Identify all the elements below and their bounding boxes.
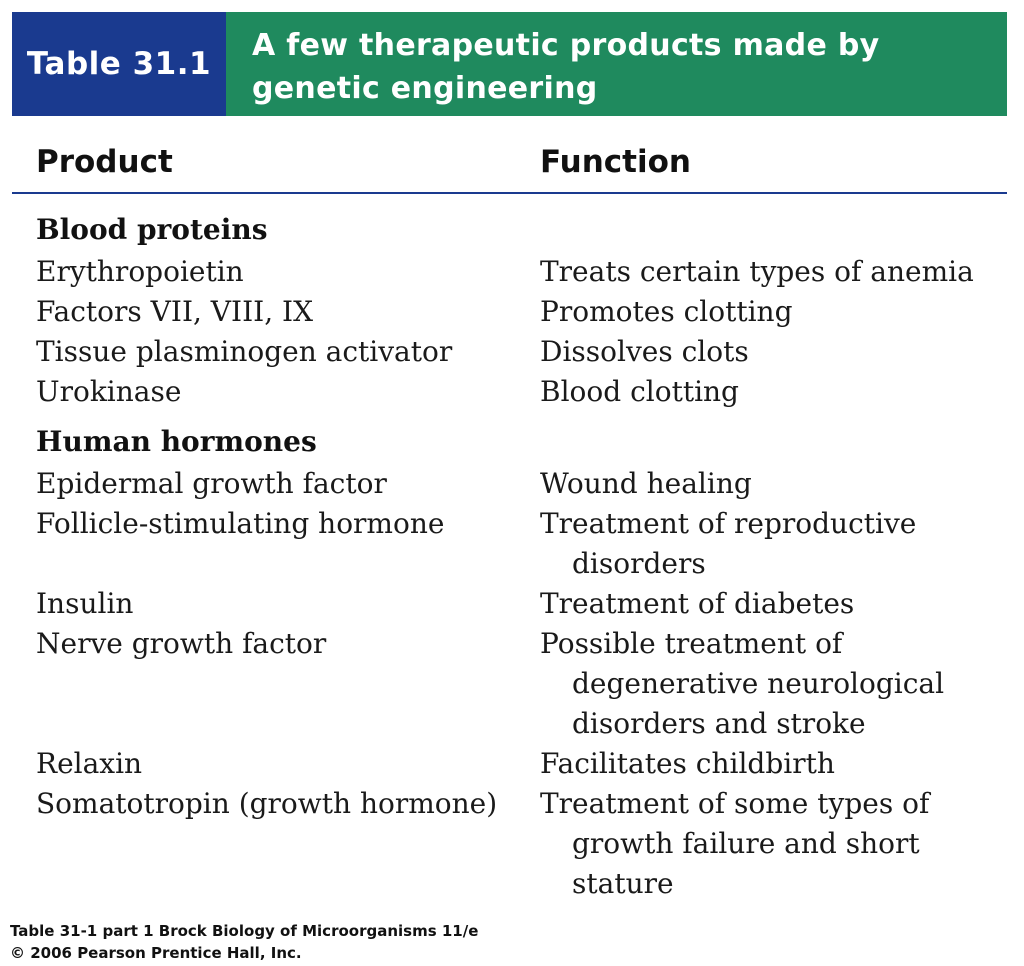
table-row xyxy=(36,292,996,332)
function-cell xyxy=(540,332,996,372)
function-cell xyxy=(540,784,996,904)
function-line: disorders xyxy=(572,547,706,580)
group-heading: Human hormones xyxy=(36,425,317,458)
table-row xyxy=(36,252,996,292)
credit-line-2: © 2006 Pearson Prentice Hall, Inc. xyxy=(10,944,302,962)
function-cell xyxy=(540,292,996,332)
table-banner xyxy=(12,12,1007,116)
function-line: Dissolves clots xyxy=(540,335,749,368)
column-header-product: Product xyxy=(36,144,173,180)
product-cell: Relaxin xyxy=(36,747,143,780)
function-line: Treats certain types of anemia xyxy=(540,255,974,288)
table-row xyxy=(36,464,996,504)
table-title-line-2: genetic engineering xyxy=(252,71,598,106)
function-cell xyxy=(540,252,996,292)
function-line: Treatment of reproductive xyxy=(540,507,917,540)
function-line: Possible treatment of xyxy=(540,627,843,660)
function-line: Treatment of diabetes xyxy=(540,587,855,620)
table-title xyxy=(226,12,1007,116)
table-row xyxy=(36,584,996,624)
function-line: Wound healing xyxy=(540,467,752,500)
function-line: Facilitates childbirth xyxy=(540,747,835,780)
product-cell: Factors VII, VIII, IX xyxy=(36,295,314,328)
table-number: Table 31.1 xyxy=(12,12,226,116)
function-line: Promotes clotting xyxy=(540,295,793,328)
product-cell: Epidermal growth factor xyxy=(36,467,387,500)
product-cell: Somatotropin (growth hormone) xyxy=(36,787,498,820)
group-heading: Blood proteins xyxy=(36,213,268,246)
function-cell xyxy=(540,372,996,412)
product-cell: Tissue plasminogen activator xyxy=(36,335,453,368)
table-title-line-1: A few therapeutic products made by xyxy=(252,28,880,63)
function-line: Blood clotting xyxy=(540,375,739,408)
function-line: growth failure and short xyxy=(572,827,920,860)
function-cell xyxy=(540,464,996,504)
function-cell xyxy=(540,624,996,744)
credit-line-1: Table 31-1 part 1 Brock Biology of Microorganisms 11/e xyxy=(10,922,479,940)
product-cell: Follicle-stimulating hormone xyxy=(36,507,445,540)
function-line: disorders and stroke xyxy=(572,707,866,740)
function-line: Treatment of some types of xyxy=(540,787,930,820)
table-body xyxy=(36,210,996,904)
table-row xyxy=(36,372,996,412)
table-row xyxy=(36,744,996,784)
function-cell xyxy=(540,584,996,624)
product-cell: Insulin xyxy=(36,587,134,620)
table-row xyxy=(36,624,996,744)
table-row xyxy=(36,504,996,584)
product-cell: Erythropoietin xyxy=(36,255,244,288)
function-cell xyxy=(540,504,996,584)
product-cell: Nerve growth factor xyxy=(36,627,327,660)
table-row xyxy=(36,784,996,904)
figure-credit xyxy=(10,920,478,964)
function-line: degenerative neurological xyxy=(572,667,945,700)
column-header-function: Function xyxy=(540,144,691,180)
header-divider xyxy=(12,192,1007,194)
product-cell: Urokinase xyxy=(36,375,182,408)
function-cell xyxy=(540,744,996,784)
table-row xyxy=(36,332,996,372)
function-line: stature xyxy=(572,867,674,900)
